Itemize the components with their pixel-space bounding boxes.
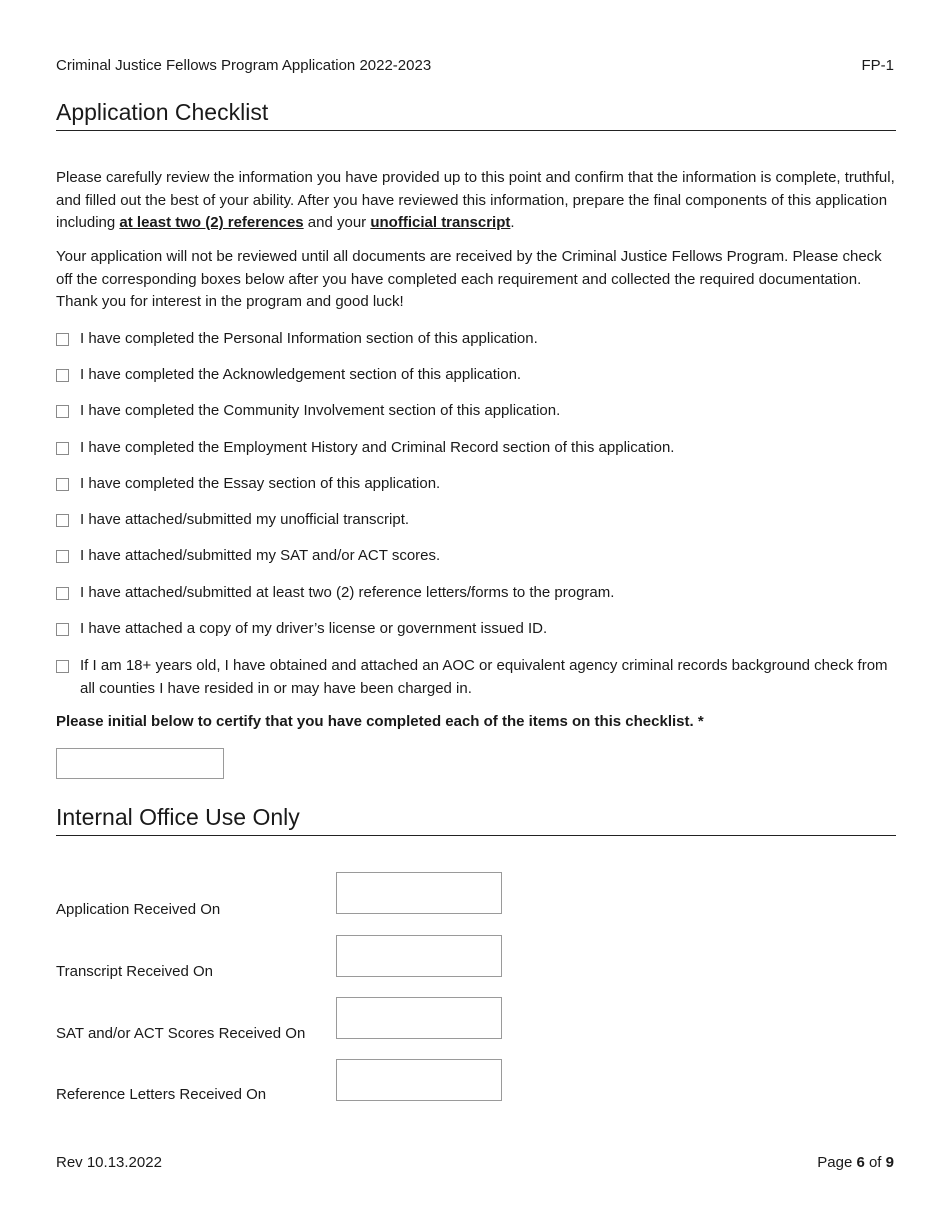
page-number xyxy=(817,1154,894,1171)
checklist-item xyxy=(56,364,896,387)
sat-act-received-input[interactable] xyxy=(336,997,502,1039)
checkbox-essay[interactable] xyxy=(56,478,69,491)
checklist-item-label: I have attached a copy of my driver’s license or government issued ID. xyxy=(80,620,548,637)
revision-date: Rev 10.13.2022 xyxy=(56,1154,162,1171)
checklist-item xyxy=(56,582,896,605)
page-footer xyxy=(56,1154,894,1171)
checklist-intro-paragraph xyxy=(56,167,896,235)
checklist-item-label: I have attached/submitted at least two (2) reference letters/forms to the program. xyxy=(80,584,615,601)
page-of: of xyxy=(864,1154,886,1171)
checklist-title: Application Checklist xyxy=(56,98,896,131)
intro-text-part1: Please carefully review the information you have provided up to this point and confirm that the information is complete, truthful, and filled out the best of your ability. After you have reviewed this information, prepare the final components of this application including xyxy=(56,169,895,231)
checklist-item xyxy=(56,618,896,641)
checklist-instructions-paragraph: Your application will not be reviewed until all documents are received by the Criminal Justice Fellows Program. Please check off the corresponding boxes below after you have completed each requirement and collected the required documentation. Thank you for interest in the program and good luck! xyxy=(56,248,882,310)
form-code: FP-1 xyxy=(861,57,894,74)
checklist-item xyxy=(56,509,896,532)
checklist-item xyxy=(56,328,896,351)
checkbox-personal-information[interactable] xyxy=(56,333,69,346)
checklist-item xyxy=(56,545,896,568)
checklist-item-label: I have attached/submitted my unofficial transcript. xyxy=(80,511,410,528)
transcript-received-input[interactable] xyxy=(336,935,502,977)
checkbox-employment-history[interactable] xyxy=(56,442,69,455)
checkbox-background-check[interactable] xyxy=(56,660,69,673)
checkbox-sat-act-scores[interactable] xyxy=(56,550,69,563)
checkbox-community-involvement[interactable] xyxy=(56,405,69,418)
checklist-item-label: I have completed the Essay section of this application. xyxy=(80,475,441,492)
office-field-label: Reference Letters Received On xyxy=(56,1086,267,1103)
office-field-label: Transcript Received On xyxy=(56,963,214,980)
checkbox-acknowledgement[interactable] xyxy=(56,369,69,382)
checklist-item xyxy=(56,437,896,460)
certify-label: Please initial below to certify that you have completed each of the items on this checklist. * xyxy=(56,713,704,730)
office-field-label: SAT and/or ACT Scores Received On xyxy=(56,1025,306,1042)
office-field-label: Application Received On xyxy=(56,901,221,918)
checklist-item xyxy=(56,473,896,496)
intro-text-part2: and your xyxy=(303,214,371,231)
reference-letters-received-input[interactable] xyxy=(336,1059,502,1101)
checklist-item-label: I have completed the Acknowledgement section of this application. xyxy=(80,366,522,383)
document-title: Criminal Justice Fellows Program Application 2022-2023 xyxy=(56,57,432,74)
initials-input[interactable] xyxy=(56,748,224,779)
checklist-item xyxy=(56,400,896,423)
transcript-emphasis: unofficial transcript xyxy=(370,214,511,231)
application-received-input[interactable] xyxy=(336,872,502,914)
references-emphasis: at least two (2) references xyxy=(119,214,304,231)
page-total: 9 xyxy=(885,1154,894,1171)
page-current: 6 xyxy=(856,1154,865,1171)
checklist-item-label: If I am 18+ years old, I have obtained and attached an AOC or equivalent agency criminal records background check from all counties I have resided in or may have been charged in. xyxy=(80,657,888,697)
page-header xyxy=(56,57,894,74)
page-prefix: Page xyxy=(817,1154,857,1171)
checklist-item-label: I have completed the Community Involvement section of this application. xyxy=(80,402,561,419)
checkbox-reference-letters[interactable] xyxy=(56,587,69,600)
intro-text-part3: . xyxy=(510,214,515,231)
office-use-title: Internal Office Use Only xyxy=(56,803,896,836)
checkbox-drivers-license[interactable] xyxy=(56,623,69,636)
checklist-item-label: I have completed the Personal Information section of this application. xyxy=(80,330,538,347)
checklist-item-label: I have attached/submitted my SAT and/or ACT scores. xyxy=(80,547,441,564)
checklist-item-label: I have completed the Employment History and Criminal Record section of this application. xyxy=(80,439,675,456)
checklist-item xyxy=(56,655,896,700)
checkbox-transcript[interactable] xyxy=(56,514,69,527)
